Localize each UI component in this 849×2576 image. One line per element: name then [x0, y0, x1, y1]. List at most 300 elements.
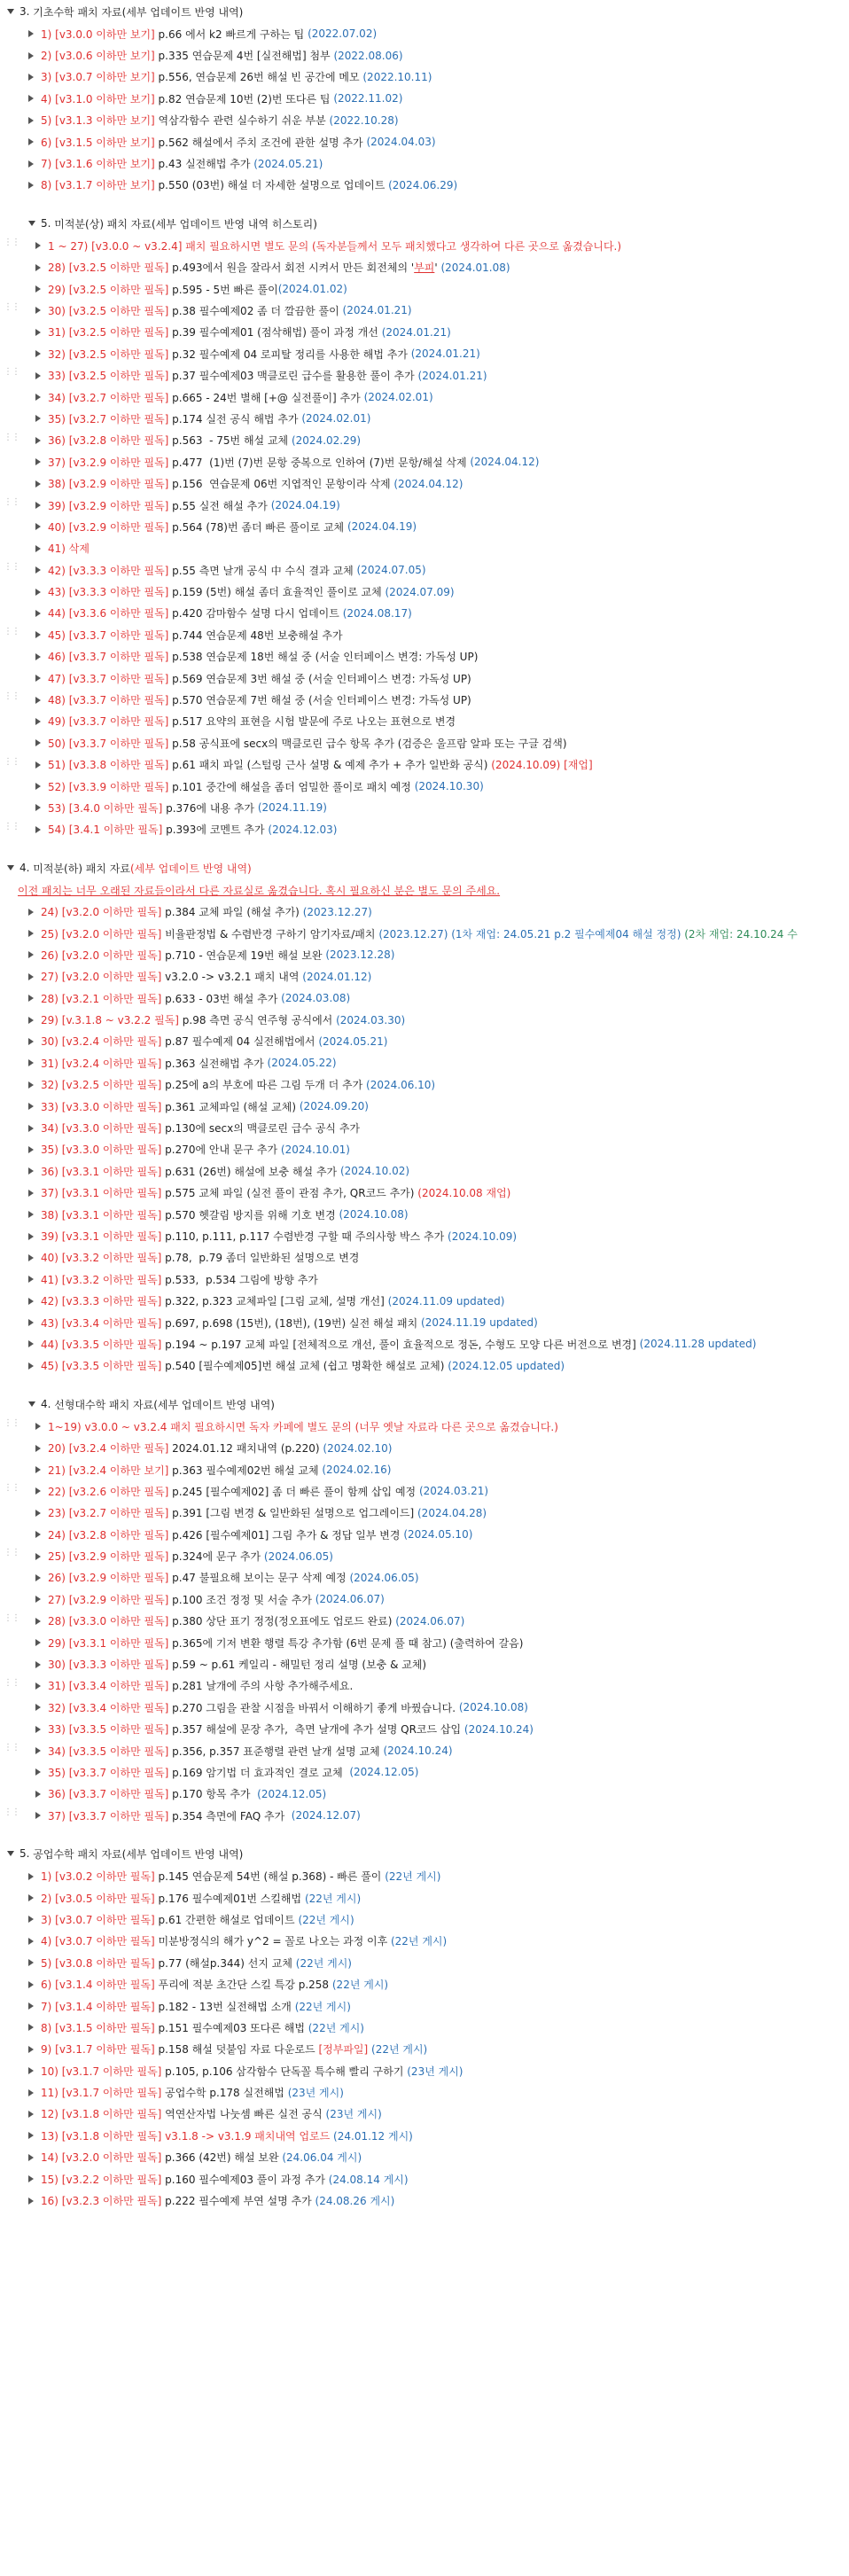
item-text-segment: p.151 필수예제03 또다른 해법 [158, 2021, 308, 2034]
toggle-item[interactable] [0, 2168, 849, 2190]
triangle-right-icon[interactable] [35, 1791, 41, 1798]
item-text-segment: p.110, p.111, p.117 수렴반경 구할 때 주의사항 박스 추가 [165, 1230, 448, 1243]
toggle-item[interactable] [0, 1052, 849, 1073]
triangle-right-icon[interactable] [35, 589, 41, 596]
item-text-segment: (2024.10.01) [280, 1143, 350, 1156]
triangle-right-icon[interactable] [28, 995, 34, 1002]
drag-handle-icon[interactable]: ⋮⋮ [4, 1677, 19, 1688]
item-text-segment: (2024.01.12) [302, 970, 372, 983]
toggle-item[interactable] [0, 322, 849, 343]
triangle-right-icon[interactable] [28, 1038, 34, 1045]
toggle-item[interactable] [0, 538, 849, 559]
item-text-segment: p.58 공식표에 secx의 맥클로린 급수 항목 추가 (검증은 울프람 알파 또는 구글 검색) [172, 737, 567, 750]
toggle-item[interactable] [0, 1740, 849, 1761]
section-heading[interactable] [0, 1842, 849, 1865]
drag-handle-icon[interactable]: ⋮⋮ [4, 1483, 19, 1494]
toggle-item[interactable] [0, 923, 849, 944]
triangle-right-icon[interactable] [35, 1487, 41, 1495]
item-text-segment: (독자분들께서 모두 패치했다고 생각하여 다른 곳으로 옮겼습니다.) [312, 239, 622, 253]
triangle-down-icon[interactable] [7, 865, 14, 870]
toggle-item[interactable] [0, 2125, 849, 2146]
toggle-item[interactable] [0, 1096, 849, 1117]
triangle-right-icon[interactable] [28, 160, 34, 168]
triangle-right-icon[interactable] [28, 1981, 34, 1988]
triangle-right-icon[interactable] [28, 951, 34, 958]
triangle-right-icon[interactable] [35, 783, 41, 790]
triangle-right-icon[interactable] [28, 2002, 34, 2010]
toggle-item[interactable] [0, 944, 849, 965]
triangle-right-icon[interactable] [35, 718, 41, 725]
drag-handle-icon[interactable]: ⋮⋮ [4, 1807, 19, 1818]
triangle-down-icon[interactable] [7, 9, 14, 14]
triangle-right-icon[interactable] [28, 1959, 34, 1966]
triangle-right-icon[interactable] [28, 1916, 34, 1923]
toggle-item[interactable] [0, 1952, 849, 1973]
triangle-right-icon[interactable] [28, 95, 34, 102]
item-text-segment: (2024.04.12) [470, 456, 540, 469]
item-text-segment: 11) [v3.1.7 이하만 필독] [41, 2087, 166, 2100]
item-text-segment: (너무 옛날 자료라 다른 곳으로 옮겼습니다.) [354, 1420, 558, 1433]
item-text-segment: 13) [v3.1.8 이하만 필독] v3.1.8 -> v3.1.9 패치내역 업로드 [41, 2129, 334, 2143]
toggle-item[interactable] [0, 300, 849, 321]
drag-handle-icon[interactable]: ⋮⋮ [4, 496, 19, 507]
toggle-item[interactable] [0, 987, 849, 1009]
toggle-item[interactable] [0, 1247, 849, 1268]
triangle-right-icon[interactable] [35, 458, 41, 465]
toggle-item[interactable] [0, 732, 849, 753]
item-text-segment: p.570 헷갈림 방지를 위해 기호 변경 [165, 1208, 339, 1222]
triangle-right-icon[interactable] [28, 2154, 34, 2161]
section-title: 미적분(하) 패치 자료 [33, 862, 130, 875]
item-text-segment: 27) [v3.2.0 이하만 필독] [41, 971, 166, 984]
toggle-item[interactable] [0, 516, 849, 537]
toggle-item[interactable] [0, 2081, 849, 2103]
item-text-segment: (2024.06.05) [349, 1571, 419, 1584]
item-text-segment: p.270에 안내 문구 추가 [165, 1144, 281, 1157]
toggle-item[interactable] [0, 451, 849, 472]
triangle-right-icon[interactable] [35, 1466, 41, 1473]
toggle-item[interactable] [0, 581, 849, 602]
triangle-right-icon[interactable] [35, 1553, 41, 1560]
triangle-right-icon[interactable] [35, 1682, 41, 1690]
toggle-item[interactable] [0, 1973, 849, 1994]
toggle-item[interactable] [0, 175, 849, 196]
triangle-right-icon[interactable] [35, 1596, 41, 1603]
drag-handle-icon[interactable]: ⋮⋮ [4, 1612, 19, 1623]
triangle-right-icon[interactable] [28, 1190, 34, 1197]
triangle-right-icon[interactable] [28, 1873, 34, 1880]
item-text-segment: (2024.02.01) [301, 412, 371, 425]
item-text-segment: (2022.10.28) [329, 113, 399, 127]
triangle-right-icon[interactable] [35, 307, 41, 314]
triangle-right-icon[interactable] [35, 415, 41, 422]
triangle-right-icon[interactable] [35, 372, 41, 379]
triangle-right-icon[interactable] [28, 1298, 34, 1305]
toggle-item[interactable] [0, 1031, 849, 1052]
item-text-segment: (2024.07.05) [356, 564, 426, 577]
triangle-right-icon[interactable] [35, 1423, 41, 1430]
triangle-right-icon[interactable] [35, 1445, 41, 1452]
toggle-item[interactable] [0, 711, 849, 732]
section-title-suffix: (세부 업데이트 반영 내역) [121, 1847, 244, 1861]
toggle-item[interactable] [0, 1611, 849, 1632]
triangle-right-icon[interactable] [35, 1726, 41, 1733]
triangle-right-icon[interactable] [35, 1768, 41, 1776]
triangle-right-icon[interactable] [28, 1276, 34, 1283]
toggle-item[interactable] [0, 2190, 849, 2211]
triangle-right-icon[interactable] [28, 1125, 34, 1132]
triangle-right-icon[interactable] [28, 1319, 34, 1326]
item-text-segment: 43) [v3.3.4 이하만 필독] [41, 1316, 166, 1330]
section-gap [0, 840, 849, 856]
item-text-segment: p.78, p.79 좀더 일반화된 설명으로 변경 [165, 1252, 360, 1265]
triangle-right-icon[interactable] [35, 761, 41, 769]
triangle-right-icon[interactable] [35, 697, 41, 704]
toggle-item[interactable] [0, 1333, 849, 1354]
item-text-segment: p.87 필수예제 04 실전해법에서 [165, 1035, 319, 1049]
triangle-right-icon[interactable] [35, 329, 41, 336]
item-text-segment: (2024.10.08) [339, 1208, 409, 1222]
toggle-item[interactable] [0, 1290, 849, 1311]
drag-handle-icon[interactable]: ⋮⋮ [4, 367, 19, 378]
toggle-item[interactable] [0, 343, 849, 364]
toggle-item[interactable] [0, 1887, 849, 1909]
toggle-item[interactable] [0, 1312, 849, 1333]
item-text-segment: 31) [v3.2.5 이하만 필독] [48, 326, 173, 340]
section-gap [0, 1826, 849, 1842]
triangle-right-icon[interactable] [28, 973, 34, 980]
triangle-right-icon[interactable] [35, 264, 41, 271]
item-text-segment: 42) [v3.3.3 이하만 필독] [41, 1295, 166, 1308]
item-text-segment: 45) [v3.3.7 이하만 필독] [48, 628, 173, 642]
toggle-item[interactable] [0, 131, 849, 152]
item-text-segment: 1~19) v3.0.0 ~ v3.2.4 패치 필요하시면 독자 카페에 별도 문의 [48, 1420, 355, 1433]
item-text-segment: 24) [v3.2.8 이하만 필독] [48, 1528, 173, 1542]
triangle-right-icon[interactable] [28, 909, 34, 916]
toggle-item[interactable] [0, 408, 849, 429]
triangle-right-icon[interactable] [28, 1059, 34, 1066]
section-heading[interactable] [0, 1393, 849, 1416]
item-text-segment: (2024.12.05 updated) [448, 1359, 565, 1372]
drag-handle-icon[interactable]: ⋮⋮ [4, 1548, 19, 1558]
toggle-item[interactable] [0, 278, 849, 300]
toggle-item[interactable] [0, 44, 849, 66]
section-number: 5. [19, 1847, 34, 1861]
toggle-item[interactable] [0, 754, 849, 776]
drag-handle-icon[interactable]: ⋮⋮ [4, 561, 19, 572]
item-text-segment: 29) [v3.2.5 이하만 필독] [48, 283, 173, 296]
triangle-right-icon[interactable] [35, 739, 41, 746]
toggle-item[interactable] [0, 66, 849, 88]
toggle-item[interactable] [0, 1160, 849, 1182]
toggle-item[interactable] [0, 472, 849, 494]
drag-handle-icon[interactable]: ⋮⋮ [4, 691, 19, 702]
drag-handle-icon[interactable]: ⋮⋮ [4, 821, 19, 831]
item-text-segment: (2024.11.19 updated) [421, 1316, 538, 1330]
item-text-segment: (2차 재업: 24.10.24 수 [684, 927, 798, 941]
triangle-right-icon[interactable] [35, 242, 41, 249]
item-text-segment: (2024.03.30) [336, 1013, 406, 1026]
item-text-segment: 1 ~ 27) [v3.0.0 ~ v3.2.4] 패치 필요하시면 별도 문의 [48, 239, 312, 253]
triangle-right-icon[interactable] [28, 74, 34, 81]
item-text-segment: ' [434, 261, 441, 274]
item-text-segment: p.66 에서 k2 빠르게 구하는 팁 [158, 27, 308, 41]
item-text-segment: (22년 게시) [294, 2000, 351, 2013]
triangle-right-icon[interactable] [35, 610, 41, 617]
item-text-segment: p.575 교체 파일 (실전 풀이 관점 추가, QR코드 추가) [165, 1187, 418, 1200]
toggle-item[interactable] [0, 1784, 849, 1805]
triangle-right-icon[interactable] [28, 1167, 34, 1175]
triangle-right-icon[interactable] [28, 30, 34, 37]
toggle-item[interactable] [0, 559, 849, 581]
section-heading[interactable] [0, 0, 849, 23]
toggle-item[interactable] [0, 1675, 849, 1697]
triangle-right-icon[interactable] [28, 930, 34, 937]
toggle-item[interactable] [0, 1074, 849, 1096]
item-text-segment: 부피 [414, 262, 435, 275]
triangle-right-icon[interactable] [28, 1340, 34, 1347]
triangle-right-icon[interactable] [35, 502, 41, 509]
triangle-right-icon[interactable] [28, 182, 34, 189]
triangle-right-icon[interactable] [28, 2175, 34, 2182]
triangle-right-icon[interactable] [35, 675, 41, 682]
section-number: 4. [19, 862, 34, 875]
item-text-segment: p.420 감마함수 설명 다시 업데이트 [172, 607, 343, 621]
triangle-right-icon[interactable] [35, 1639, 41, 1646]
item-text-segment: 공업수학 p.178 실전해법 [165, 2087, 288, 2100]
triangle-right-icon[interactable] [28, 1017, 34, 1024]
toggle-item[interactable] [0, 430, 849, 451]
toggle-item[interactable] [0, 1805, 849, 1826]
toggle-item[interactable] [0, 1139, 849, 1160]
item-text-segment: 33) [v3.2.5 이하만 필독] [48, 370, 173, 383]
toggle-item[interactable] [0, 1719, 849, 1740]
toggle-item[interactable] [0, 624, 849, 645]
toggle-item[interactable] [0, 1268, 849, 1290]
item-text-segment: (2024.10.09) [448, 1229, 518, 1243]
toggle-item[interactable] [0, 1865, 849, 1886]
toggle-item[interactable] [0, 819, 849, 840]
item-text-segment: 2) [v3.0.5 이하만 필독] [41, 1892, 159, 1905]
triangle-right-icon[interactable] [28, 2024, 34, 2031]
item-text-segment: (2022.10.11) [362, 70, 432, 83]
item-text-segment: p.562 해설에서 주치 조건에 관한 설명 추가 [158, 136, 367, 149]
item-text-segment: (22년 게시) [390, 1935, 448, 1948]
triangle-right-icon[interactable] [28, 2197, 34, 2205]
drag-handle-icon[interactable]: ⋮⋮ [4, 627, 19, 637]
section-gap [0, 1377, 849, 1393]
toggle-item[interactable] [0, 1480, 849, 1502]
item-text-segment: (24.06.04 게시) [282, 2151, 362, 2165]
triangle-right-icon[interactable] [28, 2111, 34, 2118]
toggle-item[interactable] [0, 152, 849, 174]
triangle-down-icon[interactable] [28, 1401, 35, 1407]
toggle-item[interactable] [0, 667, 849, 689]
drag-handle-icon[interactable]: ⋮⋮ [4, 1742, 19, 1752]
item-text-segment: 1) [v3.0.2 이하만 필독] [41, 1870, 159, 1884]
triangle-right-icon[interactable] [28, 1103, 34, 1110]
item-text-segment: p.538 연습문제 18번 해설 중 (서술 인터페이스 변경: 가독성 UP) [172, 651, 479, 664]
item-text-segment: 44) [v3.3.6 이하만 필독] [48, 607, 173, 621]
triangle-right-icon[interactable] [28, 1081, 34, 1089]
triangle-right-icon[interactable] [28, 1233, 34, 1240]
toggle-item[interactable] [0, 646, 849, 667]
item-text-segment: (2024.03.21) [418, 1485, 489, 1498]
toggle-item[interactable] [0, 603, 849, 624]
section-heading[interactable] [0, 212, 849, 235]
item-text-segment: (2024.10.24) [463, 1722, 534, 1736]
toggle-item[interactable] [0, 1503, 849, 1524]
toggle-item[interactable] [0, 1183, 849, 1204]
triangle-right-icon[interactable] [35, 631, 41, 638]
item-text-segment: (2024.11.28 updated) [639, 1338, 757, 1351]
toggle-item[interactable] [0, 1697, 849, 1718]
triangle-right-icon[interactable] [35, 437, 41, 444]
toggle-item[interactable] [0, 386, 849, 408]
triangle-right-icon[interactable] [35, 826, 41, 833]
toggle-item[interactable] [0, 1589, 849, 1610]
item-text-segment: 16) [v3.2.3 이하만 필독] [41, 2195, 166, 2208]
triangle-right-icon[interactable] [28, 1362, 34, 1370]
triangle-right-icon[interactable] [35, 480, 41, 488]
section-heading[interactable] [0, 856, 849, 879]
triangle-right-icon[interactable] [28, 1894, 34, 1901]
toggle-item[interactable] [0, 2017, 849, 2038]
triangle-right-icon[interactable] [28, 1146, 34, 1153]
drag-handle-icon[interactable]: ⋮⋮ [4, 1418, 19, 1429]
toggle-item[interactable] [0, 689, 849, 710]
item-text-segment: (2024.10.30) [414, 780, 484, 793]
triangle-right-icon[interactable] [35, 1661, 41, 1668]
toggle-item[interactable] [0, 797, 849, 818]
item-text-segment: 비율판정법 & 수렴반경 구하기 암기자료/패치 [165, 927, 379, 941]
item-text-segment: (2024.05.21) [318, 1034, 388, 1048]
triangle-down-icon[interactable] [7, 1851, 14, 1856]
item-text-segment: p.176 필수예제01번 스킬해법 [158, 1892, 305, 1905]
triangle-right-icon[interactable] [35, 653, 41, 660]
item-text-segment: p.170 항목 추가 [172, 1788, 258, 1801]
item-text-segment: p.354 측면에 FAQ 추가 [172, 1809, 292, 1823]
item-text-segment: 23) [v3.2.7 이하만 필독] [48, 1507, 173, 1520]
drag-handle-icon[interactable]: ⋮⋮ [4, 238, 19, 248]
triangle-right-icon[interactable] [28, 1938, 34, 1945]
toggle-item[interactable] [0, 901, 849, 922]
item-text-segment: p.174 실전 공식 해법 추가 [172, 412, 302, 425]
drag-handle-icon[interactable]: ⋮⋮ [4, 432, 19, 442]
toggle-item[interactable] [0, 1459, 849, 1480]
drag-handle-icon[interactable]: ⋮⋮ [4, 756, 19, 767]
item-text-segment: (2024.10.24) [383, 1745, 453, 1758]
triangle-right-icon[interactable] [35, 350, 41, 357]
toggle-item[interactable] [0, 1225, 849, 1246]
triangle-right-icon[interactable] [28, 2046, 34, 2053]
item-text-segment: 30) [v3.2.4 이하만 필독] [41, 1035, 166, 1049]
triangle-right-icon[interactable] [35, 1531, 41, 1538]
triangle-right-icon[interactable] [28, 2089, 34, 2096]
item-text-segment: 9) [v3.1.7 이하만 필독] [41, 2043, 159, 2057]
triangle-right-icon[interactable] [28, 117, 34, 124]
triangle-right-icon[interactable] [35, 1510, 41, 1517]
toggle-item[interactable] [0, 1204, 849, 1225]
toggle-item[interactable] [0, 2039, 849, 2060]
item-text-segment: p.493에서 원을 잘라서 회전 시켜서 만든 회전체의 ' [172, 262, 415, 275]
triangle-down-icon[interactable] [28, 221, 35, 226]
triangle-right-icon[interactable] [35, 545, 41, 552]
item-text-segment: 31) [v3.3.4 이하만 필독] [48, 1680, 173, 1693]
triangle-right-icon[interactable] [35, 1812, 41, 1819]
triangle-right-icon[interactable] [35, 394, 41, 401]
triangle-right-icon[interactable] [35, 523, 41, 530]
triangle-right-icon[interactable] [35, 566, 41, 574]
triangle-right-icon[interactable] [28, 1211, 34, 1218]
item-text-segment: 44) [v3.3.5 이하만 필독] [41, 1338, 166, 1351]
toggle-item[interactable] [0, 23, 849, 44]
triangle-right-icon[interactable] [28, 2067, 34, 2074]
drag-handle-icon[interactable]: ⋮⋮ [4, 302, 19, 313]
toggle-item[interactable] [0, 1632, 849, 1653]
toggle-item[interactable] [0, 2060, 849, 2081]
triangle-right-icon[interactable] [35, 285, 41, 293]
toggle-item[interactable] [0, 1761, 849, 1783]
item-text-segment: p.477 (1)번 (7)번 문항 중복으로 인하여 (7)번 문항/해설 삭제 [172, 456, 471, 469]
item-text-segment: p.43 실전해법 추가 [158, 158, 254, 171]
triangle-right-icon[interactable] [35, 1618, 41, 1625]
item-text-segment: 54) [3.4.1 이하만 필독] [48, 824, 167, 837]
item-text-segment: 41) 삭제 [48, 543, 90, 556]
triangle-right-icon[interactable] [35, 1704, 41, 1711]
item-text-segment: p.376에 내용 추가 [166, 801, 258, 815]
triangle-right-icon[interactable] [28, 52, 34, 59]
toggle-item[interactable] [0, 2147, 849, 2168]
item-text-segment: (2024.05.22) [267, 1057, 337, 1070]
triangle-right-icon[interactable] [35, 1574, 41, 1581]
item-text-segment: 25) [v3.2.0 이하만 필독] [41, 927, 166, 941]
item-text-segment: (2024.10.02) [339, 1165, 410, 1178]
item-text-segment: 28) [v3.3.0 이하만 필독] [48, 1615, 173, 1628]
item-text-segment: 35) [v3.2.7 이하만 필독] [48, 412, 173, 425]
triangle-right-icon[interactable] [28, 1254, 34, 1261]
toggle-item[interactable] [0, 1437, 849, 1458]
triangle-right-icon[interactable] [28, 2132, 34, 2139]
toggle-item[interactable] [0, 966, 849, 987]
toggle-item[interactable] [0, 1931, 849, 1952]
triangle-right-icon[interactable] [35, 804, 41, 811]
toggle-item[interactable] [0, 1567, 849, 1589]
toggle-item[interactable] [0, 495, 849, 516]
toggle-item[interactable] [0, 1009, 849, 1030]
item-text-segment: [정부파일] [318, 2043, 372, 2057]
toggle-item[interactable] [0, 1117, 849, 1138]
toggle-item[interactable] [0, 1545, 849, 1566]
triangle-right-icon[interactable] [35, 1747, 41, 1754]
toggle-item[interactable] [0, 2104, 849, 2125]
toggle-item[interactable] [0, 1355, 849, 1377]
toggle-item[interactable] [0, 110, 849, 131]
toggle-item[interactable] [0, 1653, 849, 1674]
toggle-item[interactable] [0, 1995, 849, 2017]
toggle-item[interactable] [0, 1909, 849, 1930]
item-text-segment: (2024.10.08 재업) [417, 1187, 511, 1200]
toggle-item[interactable] [0, 257, 849, 278]
triangle-right-icon[interactable] [28, 138, 34, 145]
toggle-item[interactable] [0, 1524, 849, 1545]
item-text-segment: (2022.11.02) [333, 92, 403, 105]
toggle-item[interactable] [0, 1416, 849, 1437]
toggle-item[interactable] [0, 88, 849, 109]
toggle-item[interactable] [0, 235, 849, 256]
toggle-item[interactable] [0, 776, 849, 797]
toggle-item[interactable] [0, 364, 849, 386]
